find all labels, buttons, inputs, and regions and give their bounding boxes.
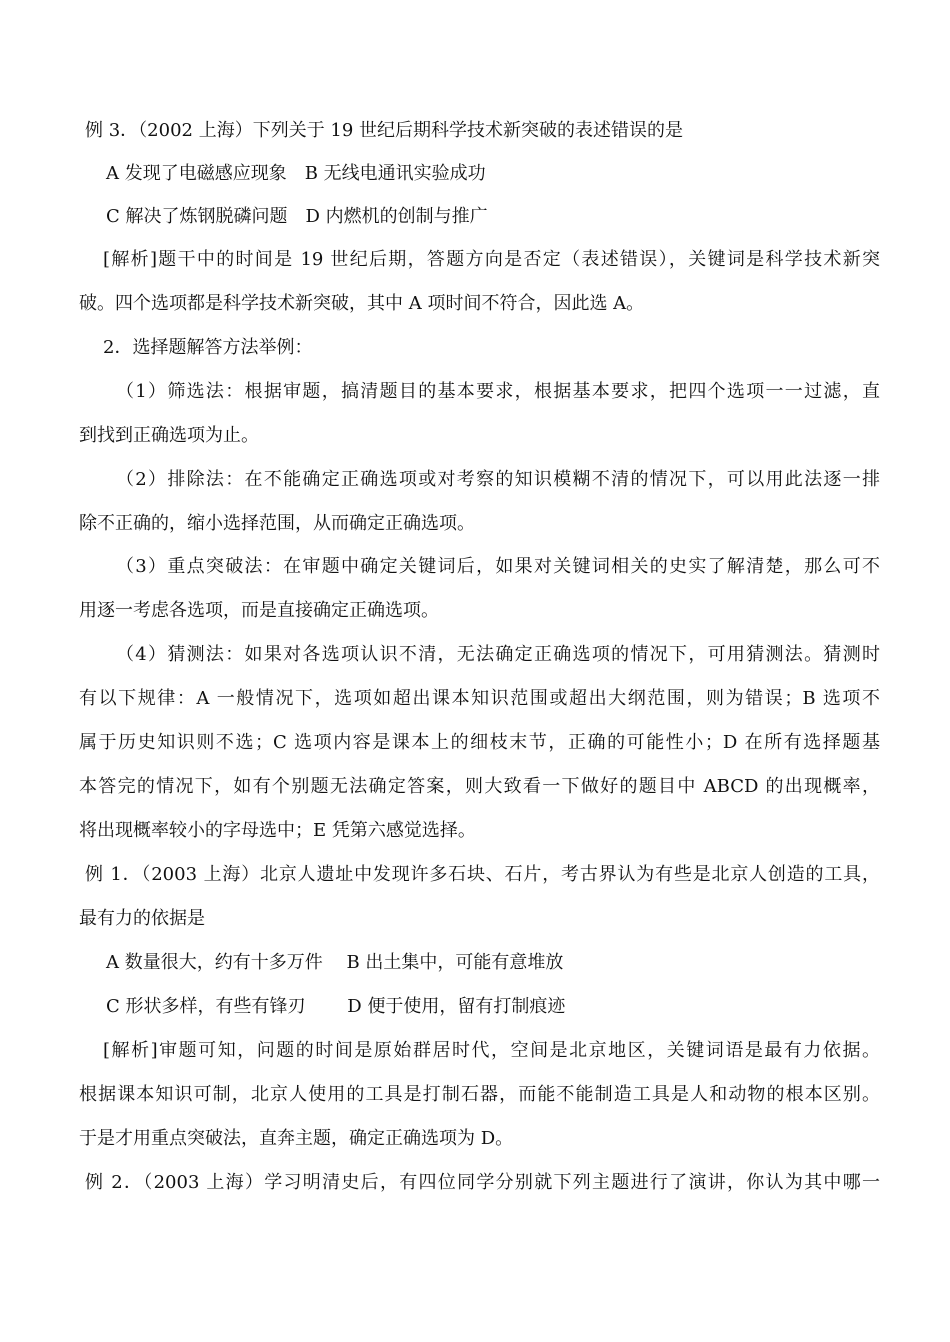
method-3-line-1: （3）重点突破法：在审题中确定关键词后，如果对关键词相关的史实了解清楚，那么可不 (116, 556, 880, 577)
method-4-line-1: （4）猜测法：如果对各选项认识不清，无法确定正确选项的情况下，可用猜测法。猜测时 (116, 644, 880, 665)
example-1-analysis-line-3: 于是才用重点突破法，直奔主题，确定正确选项为 D。 (79, 1128, 514, 1149)
example-1-options-cd: C 形状多样，有些有锋刃 D 便于使用，留有打制痕迹 (106, 996, 566, 1017)
example-1-analysis-line-1: [解析]审题可知，问题的时间是原始群居时代，空间是北京地区，关键词语是最有力依据。 (103, 1040, 880, 1061)
example-3-options-cd: C 解决了炼钢脱磷问题 D 内燃机的创制与推广 (106, 206, 488, 227)
example-1-analysis-line-2: 根据课本知识可制，北京人使用的工具是打制石器，而能不能制造工具是人和动物的根本区别。 (79, 1084, 880, 1105)
example-3-analysis-line-1: [解析]题干中的时间是 19 世纪后期，答题方向是否定（表述错误），关键词是科学技术新突 (103, 249, 880, 270)
method-2-line-2: 除不正确的，缩小选择范围，从而确定正确选项。 (79, 513, 475, 534)
method-1-line-2: 到找到正确选项为止。 (79, 425, 259, 446)
method-4-line-2: 有以下规律：A 一般情况下，选项如超出课本知识范围或超出大纲范围，则为错误；B 选项不 (79, 688, 880, 709)
example-2-question-line-1: 例 2．（2003 上海）学习明清史后，有四位同学分别就下列主题进行了演讲，你认为其中哪一 (85, 1172, 880, 1193)
example-3-question: 例 3．（2002 上海）下列关于 19 世纪后期科学技术新突破的表述错误的是 (85, 120, 684, 141)
example-1-question-line-1: 例 1．（2003 上海）北京人遗址中发现许多石块、石片，考古界认为有些是北京人创造的工具， (85, 864, 880, 885)
section-heading-methods: 2．选择题解答方法举例： (103, 337, 313, 358)
example-3-analysis-line-2: 破。四个选项都是科学技术新突破，其中 A 项时间不符合，因此选 A。 (79, 293, 645, 314)
example-3-options-ab: A 发现了电磁感应现象 B 无线电通讯实验成功 (106, 163, 486, 184)
method-4-line-3: 属于历史知识则不选；C 选项内容是课本上的细枝末节，正确的可能性小；D 在所有选择题基 (79, 732, 880, 753)
method-3-line-2: 用逐一考虑各选项，而是直接确定正确选项。 (79, 600, 439, 621)
example-1-options-ab: A 数量很大，约有十多万件 B 出土集中，可能有意堆放 (106, 952, 564, 973)
method-4-line-5: 将出现概率较小的字母选中；E 凭第六感觉选择。 (79, 820, 476, 841)
example-1-question-line-2: 最有力的依据是 (79, 908, 205, 929)
method-1-line-1: （1）筛选法：根据审题，搞清题目的基本要求，根据基本要求，把四个选项一一过滤，直 (116, 381, 880, 402)
method-2-line-1: （2）排除法：在不能确定正确选项或对考察的知识模糊不清的情况下，可以用此法逐一排 (116, 469, 880, 490)
method-4-line-4: 本答完的情况下，如有个别题无法确定答案，则大致看一下做好的题目中 ABCD 的出现概率， (79, 776, 880, 797)
